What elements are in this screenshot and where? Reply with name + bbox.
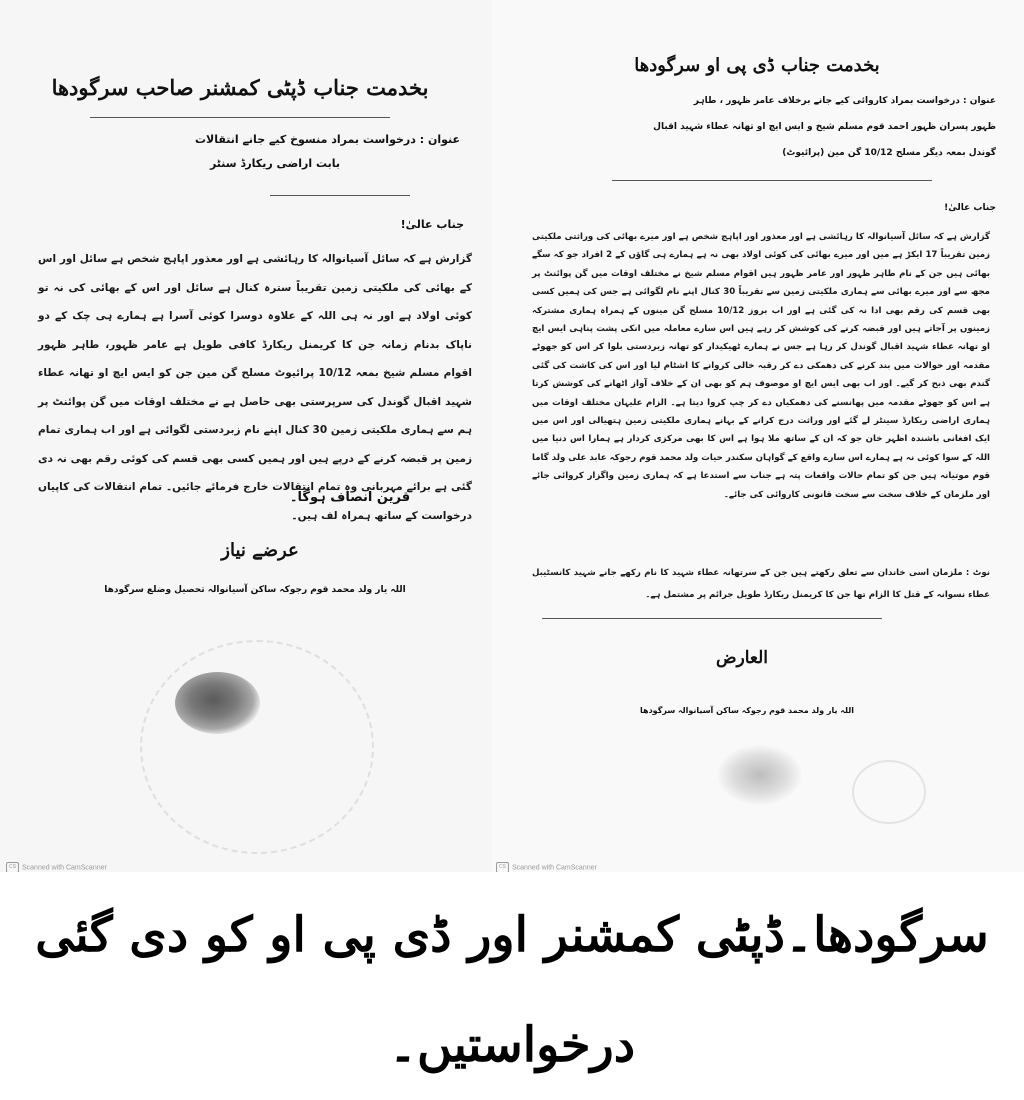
right-thumbprint [717,745,802,805]
left-faint-stamp [140,640,374,854]
left-doc-body: گزارش ہے کہ سائل آسیانوالہ کا رہائشی ہے اور معذور اپاہج شخص ہے سائل اور اس کے بھائی کی ملکیتی زمین تقریباً سترہ کنال ہے سائل اور اس کے بھائی کی نہ تو کوئی اولاد ہے اور نہ ہی اللہ کے علاوہ دوسرا کوئی آسرا ہے ہمارے ہی چک کے دو ناپاک بدنام زمانہ جن کا کریمنل ریکارڈ کافی طویل ہے عامر ظہور، طاہر ظہور اقوام مسلم شیخ بمعہ 10/12 پرائیوٹ مسلح گن مین جن کو ایس ایچ او تھانہ عطاء شہید اقبال گوندل کی سرپرستی بھی حاصل ہے نے مختلف اوقات میں گن پوائنٹ پر ہم سے ہماری ملکیتی زمین 30 کنال اپنے نام زبردستی لگوائی ہے اور اب ہماری تمام زمین پر قبضہ کرنے کے درپے ہیں اور ہمیں کسی بھی قسم کی کوئی رقم بھی نہ دی گئی ہے برائے مہربانی وہ تمام انتقالات خارج فرمائے جائیں۔ تمام انتقالات کی کاپیاں درخواست کے ساتھ ہمراہ لف ہیں۔ [38,253,472,522]
right-footer-text: Scanned with CamScanner [512,864,597,872]
right-doc-title: بخدمت جناب ڈی پی او سرگودھا [634,55,880,76]
right-subject-line-2: ظہور پسران ظہور احمد قوم مسلم شیخ و ایس ایچ او تھانہ عطاء شہید اقبال [653,122,996,132]
camscanner-icon: CS [6,862,19,872]
right-petitioner-heading: العارض [715,648,769,668]
right-scanner-footer [496,862,597,872]
right-petitioner-name: اللہ یار ولد محمد قوم رجوکہ ساکن آسیانوالہ سرگودھا [640,706,854,715]
left-title-underline [90,117,390,118]
right-doc-subject [526,88,996,166]
right-doc-salutation: جناب عالیٰ! [944,203,996,213]
right-subject-line-1: عنوان : درخواست بمراد کاروائی کیے جانے برخلاف عامر ظہور ، طاہر [693,96,996,106]
left-doc-salutation: جناب عالیٰ! [400,218,464,231]
right-faint-stamp [852,760,926,824]
left-subject-line-2: بابت اراضی ریکارڈ سنٹر [209,157,340,170]
right-doc-body: گزارش ہے کہ سائل آسیانوالہ کا رہائشی ہے اور معذور اور اپاہج شخص ہے اور میرے بھائی کی وراثتی ملکیتی زمین تقریباً 17 ایکڑ ہے میں اور میرے بھائی کی کوئی اولاد بھی نہ ہے ہمارے ہی گاؤں کے 2 افراد جو کہ سگے بھائی ہیں جن کے نام طاہر ظہور اور عامر ظہور ہیں اقوام مسلم شیخ نے مختلف اوقات میں گن پوائنٹ پر مجھ سے اور میرے بھائی سے ہماری ملکیتی زمین سے تقریباً 30 کنال اپنے نام لگوائی ہے جس کی ہمیں کسی بھی قسم کی رقم بھی ادا نہ کی گئی ہے اور اب بروز 10/12 مسلح گن مینوں کے ہمراہ ہماری مشترکہ زمینوں پر آجاتے ہیں اور قبضہ کرنے کی کوشش کر رہے ہیں اس سارے معاملہ میں انکی پشت پناہی ایس ایچ او تھانہ عطاء شہید اقبال گوندل کر رہا ہے جس نے ہمارے ٹھیکیدار کو تھانہ زبردستی بلوا کر اس کو جھوٹے مقدمہ اور حوالات میں بند کرنے کی دھمکی دے کر رقبہ خالی کروانے کا اشٹام لیا اور اس کی کاشت کی گئی گندم بھی ذبح کر گیے۔ اور اب بھی ایس ایچ او موصوف ہم کو بھی ان کے خلاف آواز اٹھانے کی کوشش کرتا ہے اس کو جھوٹے مقدمہ میں پھانسنے کی دھمکیاں دے کر چپ کروا دیتا ہے۔ الزام علیہان مختلف اوقات میں ہماری اراضی ریکارڈ سینٹر لے گئے اور وراثت درج کرانے کے بہانے ہماری ملکیتی زمین ہتھیالی اور اس میں ایک افغانی باشندہ اظہر خان جو کہ ان کے ساتھ ملا ہوا ہے اس کا بھی مرکزی کردار ہے ہمارا اس دنیا میں اللہ کے سوا کوئی نہ ہے ہمارے اس سارے واقع کے گواہان سکندر حیات ولد محمد قوم رجوکہ عابد علی ولد گاما قوم موتیانہ ہیں جن کو تمام حالات واقعات پتہ ہے جناب سے استدعا ہے کہ ہماری زمین واگزار کروائی جائے اور ملزمان کے خلاف سخت سے سخت قانونی کاروائی کی جائے۔ [532,232,991,500]
left-subject-line-1: عنوان : درخواست بمراد منسوخ کیے جانے انتقالات [194,133,460,146]
right-document-scan [492,0,1024,872]
left-doc-title: بخدمت جناب ڈپٹی کمشنر صاحب سرگودھا [51,75,429,100]
left-doc-closing: قرین انصاف ہوگا۔ [289,490,411,505]
right-subject-underline [612,180,932,181]
camscanner-icon: CS [496,862,509,872]
right-subject-line-3: گوندل بمعہ دیگر مسلح 10/12 گن مین (پرائیوٹ) [782,148,996,158]
left-subject-underline [270,195,410,196]
image-caption: سرگودھا۔ڈپٹی کمشنر اور ڈی پی او کو دی گئی درخواستیں۔ [35,907,989,1073]
left-petitioner-heading: عرضے نیاز [221,540,299,561]
right-doc-note: نوٹ : ملزمان اسی خاندان سے تعلق رکھتے ہیں جن کے سرتھانہ عطاء شہید کا نام رکھے جانے شہید کانسٹیبل عطاء نسوانہ کے قتل کا الزام تھا جن کا کریمنل ریکارڈ طویل جرائم پر مشتمل ہے۔ [532,568,990,600]
left-petitioner-name: اللہ یار ولد محمد قوم رجوکہ ساکن آسیانوالہ تحصیل وضلع سرگودھا [104,585,406,595]
right-note-underline [542,618,882,619]
left-scanner-footer [6,862,107,872]
left-footer-text: Scanned with CamScanner [22,864,107,872]
left-doc-subject [60,128,460,176]
left-document-scan [0,0,492,872]
